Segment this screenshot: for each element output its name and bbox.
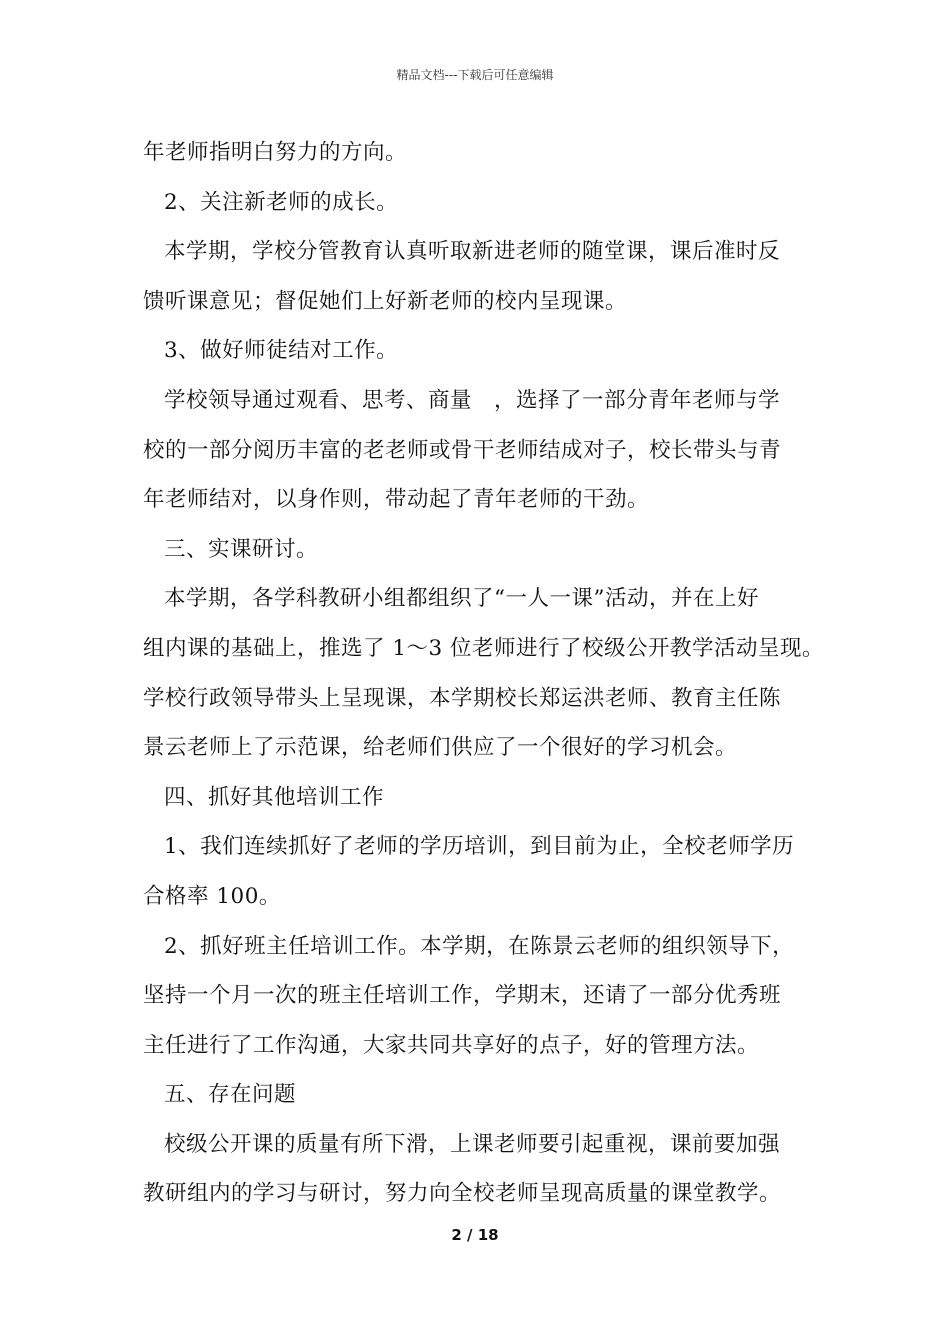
text-line: 教研组内的学习与研讨，努力向全校老师呈现高质量的课堂教学。 <box>143 1181 782 1207</box>
section-heading: 四、抓好其他培训工作 <box>164 784 385 810</box>
text-line: 校级公开课的质量有所下滑，上课老师要引起重视，课前要加强 <box>164 1131 781 1157</box>
text-line: 校的一部分阅历丰富的老老师或骨干老师结成对子，校长带头与青 <box>143 437 782 463</box>
text-line: 主任进行了工作沟通，大家共同共享好的点子，好的管理方法。 <box>143 1032 760 1058</box>
text-line: 学校行政领导带头上呈现课，本学期校长郑运洪老师、教育主任陈 <box>143 685 782 711</box>
text-line: 景云老师上了示范课，给老师们供应了一个很好的学习机会。 <box>143 735 738 761</box>
text-line: 2、抓好班主任培训工作。本学期，在陈景云老师的组织领导下， <box>164 933 795 959</box>
page-header: 精品文档---下载后可任意编辑 <box>396 68 554 82</box>
text-line: 本学期，各学科教研小组都组织了“一人一课”活动，并在上好 <box>164 586 759 612</box>
document-body <box>143 128 823 1219</box>
text-line: 本学期，学校分管教育认真听取新进老师的随堂课，课后准时反 <box>164 239 781 265</box>
text-line: 馈听课意见；督促她们上好新老师的校内呈现课。 <box>143 288 628 314</box>
text-line: 年老师结对，以身作则，带动起了青年老师的干劲。 <box>143 487 650 513</box>
text-line: 坚持一个月一次的班主任培训工作，学期末，还请了一部分优秀班 <box>143 983 782 1009</box>
section-heading: 五、存在问题 <box>164 1082 297 1108</box>
text-line: 年老师指明白努力的方向。 <box>143 140 408 165</box>
text-line: 1、我们连续抓好了老师的学历培训，到目前为止，全校老师学历 <box>164 834 795 860</box>
text-line: 3、做好师徒结对工作。 <box>164 338 399 364</box>
text-line: 学校领导通过观看、思考、商量 ，选择了一部分青年老师与学 <box>164 387 781 413</box>
text-line: 2、关注新老师的成长。 <box>164 189 399 215</box>
section-heading: 三、实课研讨。 <box>164 536 319 562</box>
text-line: 组内课的基础上，推选了 1～3 位老师进行了校级公开教学活动呈现。 <box>143 635 825 661</box>
page-number: 2 / 18 <box>451 1226 499 1244</box>
text-line: 合格率 100。 <box>143 883 281 909</box>
